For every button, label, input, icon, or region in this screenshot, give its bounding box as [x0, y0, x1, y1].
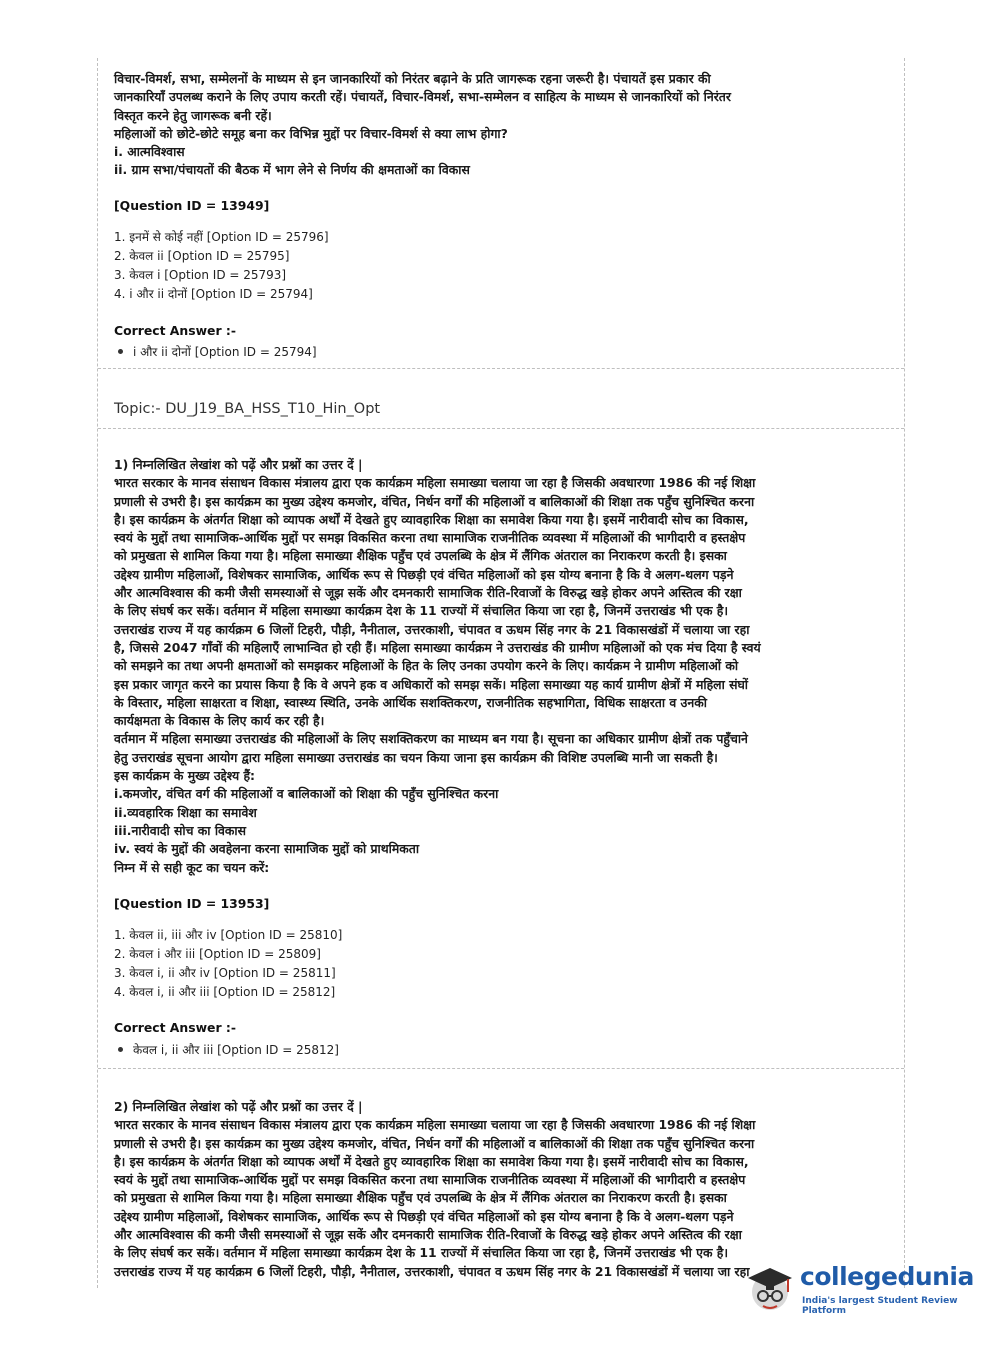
question-1-passage [114, 456, 890, 877]
question-text: महिलाओं को छोटे-छोटे समूह बना कर विभिन्न मुद्दों पर विचार-विमर्श से क्या लाभ होगा? [114, 125, 508, 141]
correct-answer [114, 343, 317, 360]
graduation-cap-icon [744, 1262, 796, 1314]
text-line: को समझने का तथा अपनी क्षमताओं को समझकर महिलाओं के हित के लिए उनका उपयोग करने के लिए। कार्यक्रम ने ग्रामीण महिलाओं को [114, 658, 739, 674]
text-line: इस कार्यक्रम के मुख्य उद्देश्य हैं: [114, 768, 255, 784]
text-line: के लिए संघर्ष कर सकें। वर्तमान में महिला समाख्या कार्यक्रम देश के 11 राज्यों में संचालित किया जा रहा है, जिनमें उत्तराखंड भी एक है। [114, 1245, 729, 1261]
text-line: भारत सरकार के मानव संसाधन विकास मंत्रालय द्वारा एक कार्यक्रम महिला समाख्या चलाया जा रहा है जिसकी अवधारणा 1986 की नई शिक्षा [114, 1117, 756, 1133]
text-line: भारत सरकार के मानव संसाधन विकास मंत्रालय द्वारा एक कार्यक्रम महिला समाख्या चलाया जा रहा है जिसकी अवधारणा 1986 की नई शिक्षा [114, 475, 756, 491]
document-page [97, 58, 905, 1288]
statement-ii: ii.व्यवहारिक शिक्षा का समावेश [114, 804, 257, 820]
option-1: 1. इनमें से कोई नहीं [Option ID = 25796] [114, 230, 329, 244]
text-line: और आत्मविश्वास की कमी जैसी समस्याओं से जूझ सकें और दमनकारी सामाजिक रीति-रिवाजों के विरुद्ध खड़े होकर अपने अस्तित्व की रक्षा [114, 585, 742, 601]
option-4: 4. केवल i, ii और iii [Option ID = 25812] [114, 985, 336, 999]
text-line: कार्यक्षमता के विकास के लिए कार्य कर रही है। [114, 713, 325, 729]
bullet-icon [118, 1047, 123, 1052]
text-line: के विस्तार, महिला साक्षरता व शिक्षा, स्वास्थ्य स्थिति, उनके आर्थिक सशक्तिकरण, राजनीतिक सहभागिता, विधिक साक्षरता व उनकी [114, 694, 707, 710]
correct-answer [114, 1041, 339, 1058]
divider [98, 1068, 904, 1069]
question-heading: 2) निम्नलिखित लेखांश को पढ़ें और प्रश्नों का उत्तर दें | [114, 1099, 363, 1114]
topic-heading: Topic:- DU_J19_BA_HSS_T10_Hin_Opt [114, 401, 381, 417]
text-line: उत्तराखंड राज्य में यह कार्यक्रम 6 जिलों टिहरी, पौड़ी, नैनीताल, उत्तरकाशी, चंपावत व ऊधम सिंह नगर के 21 विकासखंडों में चलाया जा रहा [114, 1263, 750, 1279]
text-line: जानकारियाँ उपलब्ध कराने के लिए उपाय करती रहें। पंचायतें, विचार-विमर्श, सभा-सम्मेलन व साहित्य के माध्यम से जानकारियों को निरंतर [114, 89, 731, 105]
instruction-text: निम्न में से सही कूट का चयन करें: [114, 859, 270, 875]
statement-iv: iv. स्वयं के मुद्दों की अवहेलना करना सामाजिक मुद्दों को प्राथमिकता [114, 841, 420, 857]
bullet-icon [118, 349, 123, 354]
question-id: [Question ID = 13949] [114, 198, 270, 213]
option-1: 1. केवल ii, iii और iv [Option ID = 25810] [114, 928, 343, 942]
correct-answer-label: Correct Answer :- [114, 1020, 236, 1035]
text-line: प्रणाली से उभरी है। इस कार्यक्रम का मुख्य उद्देश्य कमजोर, वंचित, निर्धन वर्गों की महिलाओं व बालिकाओं की शिक्षा तक पहुँच सुनिश्चित करना [114, 1135, 755, 1151]
statement-iii: iii.नारीवादी सोच का विकास [114, 822, 247, 838]
divider [98, 428, 904, 429]
text-line: उत्तराखंड राज्य में यह कार्यक्रम 6 जिलों टिहरी, पौड़ी, नैनीताल, उत्तरकाशी, चंपावत व ऊधम सिंह नगर के 21 विकासखंडों में चलाया जा रहा [114, 621, 750, 637]
logo-name: collegedunia [800, 1262, 974, 1291]
question-id: [Question ID = 13953] [114, 896, 270, 911]
text-line: है, जिससे 2047 गाँवों की महिलाएँ लाभान्वित हो रही हैं। महिला समाख्या कार्यक्रम ने उत्तराखंड की ग्रामीण महिलाओं को एक मंच दिया है स्वयं [114, 639, 761, 655]
statement-i: i.कमजोर, वंचित वर्ग की महिलाओं व बालिकाओं को शिक्षा की पहुँच सुनिश्चित करना [114, 786, 499, 802]
text-line: इस प्रकार जागृत करने का प्रयास किया है कि वे अपने हक व अधिकारों को समझ सकें। महिला समाख्या यह कार्य ग्रामीण क्षेत्रों में महिला संघों [114, 676, 748, 692]
options-list [114, 228, 329, 304]
option-3: 3. केवल i, ii और iv [Option ID = 25811] [114, 966, 336, 980]
logo-tagline: India's largest Student Review Platform [802, 1296, 958, 1316]
statement-i: i. आत्मविश्वास [114, 144, 185, 160]
options-list [114, 926, 342, 1002]
divider [98, 368, 904, 369]
text-line: है। इस कार्यक्रम के अंतर्गत शिक्षा को व्यापक अर्थों में देखते हुए व्यावहारिक शिक्षा का समावेश किया गया है। इसमें नारीवादी सोच का विकास, [114, 1153, 749, 1169]
text-line: को प्रमुखता से शामिल किया गया है। महिला समाख्या शैक्षिक पहुँच एवं उपलब्धि के क्षेत्र में लैंगिक अंतराल का निराकरण करती है। इसका [114, 1190, 727, 1206]
option-4: 4. i और ii दोनों [Option ID = 25794] [114, 287, 313, 301]
text-line: हेतु उत्तराखंड सूचना आयोग द्वारा महिला समाख्या उत्तराखंड का चयन किया जाना इस कार्यक्रम की विशिष्ट उपलब्धि मानी जा सकती है। [114, 749, 718, 765]
collegedunia-watermark [744, 1256, 974, 1316]
text-line: वर्तमान में महिला समाख्या उत्तराखंड की महिलाओं के लिए सशक्तिकरण का माध्यम बन गया है। सूचना का अधिकार ग्रामीण क्षेत्रों तक पहुँचाने [114, 731, 748, 747]
text-line: स्वयं के मुद्दों तथा सामाजिक-आर्थिक मुद्दों पर समझ विकसित करना तथा सामाजिक राजनीतिक व्यवस्था में महिलाओं की भागीदारी व हस्तक्षेप [114, 1172, 746, 1188]
text-line: है। इस कार्यक्रम के अंतर्गत शिक्षा को व्यापक अर्थों में देखते हुए व्यावहारिक शिक्षा का समावेश किया गया है। इसमें नारीवादी सोच का विकास, [114, 511, 749, 527]
statement-ii: ii. ग्राम सभा/पंचायतों की बैठक में भाग लेने से निर्णय की क्षमताओं का विकास [114, 162, 470, 178]
option-2: 2. केवल i और iii [Option ID = 25809] [114, 947, 321, 961]
correct-answer-text: i और ii दोनों [Option ID = 25794] [133, 345, 317, 359]
text-line: विचार-विमर्श, सभा, सम्मेलनों के माध्यम से इन जानकारियों को निरंतर बढ़ाने के प्रति जागरूक रहना जरूरी है। पंचायतें इस प्रकार की [114, 71, 711, 86]
option-3: 3. केवल i [Option ID = 25793] [114, 268, 287, 282]
correct-answer-label: Correct Answer :- [114, 323, 236, 338]
question-heading: 1) निम्नलिखित लेखांश को पढ़ें और प्रश्नों का उत्तर दें | [114, 457, 363, 472]
passage-continuation [114, 70, 890, 180]
text-line: स्वयं के मुद्दों तथा सामाजिक-आर्थिक मुद्दों पर समझ विकसित करना तथा सामाजिक राजनीतिक व्यवस्था में महिलाओं की भागीदारी व हस्तक्षेप [114, 530, 746, 546]
question-2-passage [114, 1098, 890, 1281]
text-line: और आत्मविश्वास की कमी जैसी समस्याओं से जूझ सकें और दमनकारी सामाजिक रीति-रिवाजों के विरुद्ध खड़े होकर अपने अस्तित्व की रक्षा [114, 1227, 742, 1243]
text-line: उद्देश्य ग्रामीण महिलाओं, विशेषकर सामाजिक, आर्थिक रूप से पिछड़ी एवं वंचित महिलाओं को इस योग्य बनाना है कि वे अलग-थलग पड़ने [114, 566, 734, 582]
option-2: 2. केवल ii [Option ID = 25795] [114, 249, 290, 263]
text-line: के लिए संघर्ष कर सकें। वर्तमान में महिला समाख्या कार्यक्रम देश के 11 राज्यों में संचालित किया जा रहा है, जिनमें उत्तराखंड भी एक है। [114, 603, 729, 619]
text-line: को प्रमुखता से शामिल किया गया है। महिला समाख्या शैक्षिक पहुँच एवं उपलब्धि के क्षेत्र में लैंगिक अंतराल का निराकरण करती है। इसका [114, 548, 727, 564]
correct-answer-text: केवल i, ii और iii [Option ID = 25812] [133, 1043, 339, 1057]
text-line: उद्देश्य ग्रामीण महिलाओं, विशेषकर सामाजिक, आर्थिक रूप से पिछड़ी एवं वंचित महिलाओं को इस योग्य बनाना है कि वे अलग-थलग पड़ने [114, 1208, 734, 1224]
text-line: विस्तृत करने हेतु जागरूक बनी रहें। [114, 107, 272, 123]
text-line: प्रणाली से उभरी है। इस कार्यक्रम का मुख्य उद्देश्य कमजोर, वंचित, निर्धन वर्गों की महिलाओं व बालिकाओं की शिक्षा तक पहुँच सुनिश्चित करना [114, 493, 755, 509]
